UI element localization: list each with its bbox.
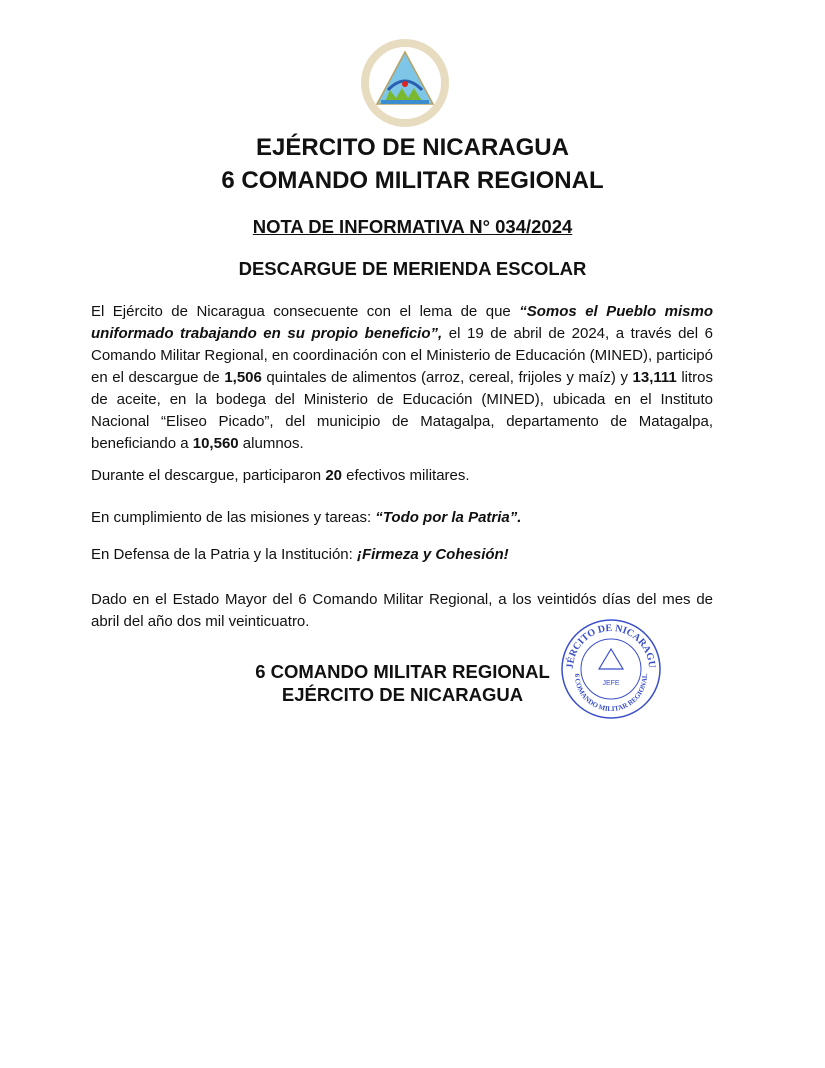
- motto: “Todo por la Patria”.: [375, 509, 522, 526]
- text: litros de aceite, en la bodega del Ministerio de Educación (MINED), ubicada en el Instituto Nacional “Eliseo Picado”, del municipio de Matagalpa, departamento de Matagalpa, beneficiando a: [91, 369, 713, 452]
- litros-count: 13,111: [632, 369, 677, 386]
- text: el 19 de abril de 2024, a través del 6 Comando Militar Regional, en coordinación con el Ministerio de Educación (MINED), participó en el descargue de: [91, 325, 714, 386]
- official-stamp: [559, 617, 663, 721]
- text: En Defensa de la Patria y la Institución:: [91, 546, 357, 563]
- svg-text:6 COMANDO MILITAR REGIONAL: 6 COMANDO MILITAR REGIONAL: [572, 673, 650, 714]
- paragraph-given: Dado en el Estado Mayor del 6 Comando Militar Regional, a los veintidós días del mes de abril del año dos mil veinticuatro.: [91, 591, 713, 630]
- text: Durante el descargue, participaron: [91, 467, 326, 484]
- signature-block: [230, 660, 575, 706]
- note-number: NOTA DE INFORMATIVA N° 034/2024: [252, 216, 573, 237]
- coat-of-arms-logo: [355, 38, 455, 128]
- text: alumnos.: [238, 435, 304, 452]
- paragraph-missions: [91, 507, 713, 529]
- signature-line-1: 6 COMANDO MILITAR REGIONAL: [255, 661, 550, 682]
- efectivos-count: 20: [325, 467, 342, 484]
- text: efectivos militares.: [342, 467, 470, 484]
- paragraph-participants: [91, 465, 713, 487]
- svg-text:JEFE: JEFE: [602, 680, 620, 687]
- text: El Ejército de Nicaragua consecuente con el lema de que: [91, 303, 520, 320]
- signature-line-2: EJÉRCITO DE NICARAGUA: [281, 684, 524, 705]
- svg-text:EJÉRCITO DE NICARAGUA: JÉRCITO DE NICARAGU: [564, 622, 658, 670]
- quintales-count: 1,506: [224, 369, 262, 386]
- motto: “Somos el Pueblo mismo uniformado trabajando en su propio beneficio”,: [91, 303, 714, 342]
- paragraph-main: [91, 301, 713, 455]
- header-line-1: EJÉRCITO DE NICARAGUA: [256, 134, 569, 161]
- alumnos-count: 10,560: [192, 435, 239, 452]
- paragraph-defense: [91, 544, 713, 566]
- subject-title: DESCARGUE DE MERIENDA ESCOLAR: [238, 258, 587, 279]
- text: En cumplimiento de las misiones y tareas:: [91, 509, 376, 526]
- motto: ¡Firmeza y Cohesión!: [356, 546, 509, 563]
- text: quintales de alimentos (arroz, cereal, frijoles y maíz) y: [261, 369, 633, 386]
- header-line-2: 6 COMANDO MILITAR REGIONAL: [221, 167, 604, 194]
